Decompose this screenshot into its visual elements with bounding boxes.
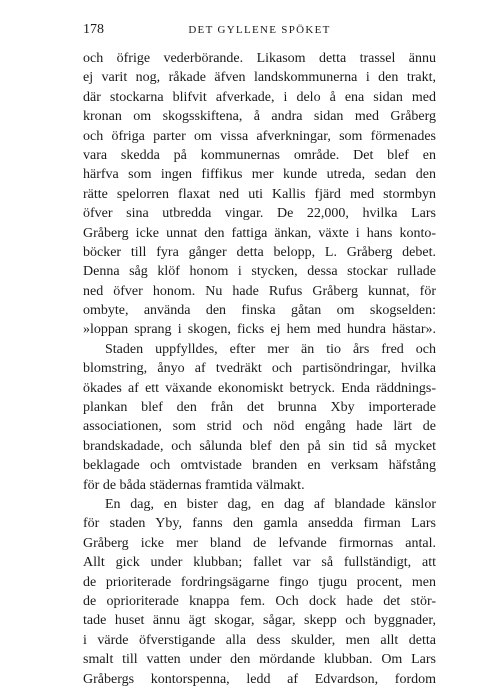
text-line: kronan om skogsskiftena, å andra sidan med Gråberg (83, 109, 436, 125)
text-line: rätte spelorren flaxat ned uti Kallis fjärd med stormbyn (83, 186, 436, 202)
text-line: Denna såg klöf honom i stycken, dessa stockar rullade (83, 264, 436, 280)
text-line: beklagade och omtvistade branden en verksam häfstång (83, 458, 436, 474)
text-line: associationen, som strid och nöd engång hade lärt de (83, 419, 436, 435)
page-number: 178 (83, 22, 104, 37)
text-line: ej varit nog, råkade äfven landskommunerna i den trakt, (83, 70, 436, 86)
text-line: Gråbergs kontorspenna, ledd af Edvardson, fordom (83, 671, 436, 687)
text-line: plankan blef den från det brunna Xby importerade (83, 400, 436, 416)
text-line: vara skedda på kommunernas område. Det blef en (83, 147, 436, 163)
text-line: »loppan sprang i skogen, ficks ej hem med hundra hästar». (83, 322, 436, 338)
text-line: En dag, en bister dag, en dag af blandade känslor (105, 496, 436, 512)
running-title: DET GYLLENE SPÖKET (188, 24, 331, 36)
text-line: Gråberg icke mer bland de lefvande firmornas antal. (83, 535, 436, 551)
text-line: ombyte, använda den finska gåtan om skogselden: (83, 303, 436, 319)
text-line: brandskadade, och sålunda blef den på sin tid så mycket (83, 438, 436, 454)
text-line: ökades af ett växande ekonomiskt betryck. Enda räddnings- (83, 380, 436, 396)
text-line: smalt till vatten under den mördande klubban. Om Lars (83, 652, 436, 668)
text-line: där stockarna blifvit afverkade, i delo å ena sidan med (83, 89, 436, 105)
text-line: härfva som ingen fiffikus mer kunde utreda, sedan den (83, 167, 436, 183)
text-line: de oprioriterade knappa fem. Och dock hade det stör- (83, 593, 436, 609)
body-text (83, 49, 436, 689)
text-line: öfver sina utbredda vingar. De 22,000, hvilka Lars (83, 206, 436, 222)
text-line: de prioriterade fordringsägarne fingo tjugu procent, men (83, 574, 436, 590)
text-line: för de båda städernas framtida välmakt. (83, 477, 305, 493)
book-page (83, 20, 436, 689)
text-line: Allt gick under klubban; fallet var så fullständigt, att (83, 555, 436, 571)
text-line: blomstring, ånyo af tvedräkt och partisöndringar, hvilka (83, 361, 436, 377)
text-line: böcker till fyra gånger detta belopp, L. Gråberg debet. (83, 244, 436, 260)
text-line: och öfrige vederbörande. Likasom detta trassel ännu (83, 51, 436, 66)
text-line: tade huset ännu ägt skogar, sågar, skepp och byggnader, (83, 613, 436, 629)
text-line: ned öfver honom. Nu hade Rufus Gråberg kunnat, för (83, 283, 436, 299)
text-line: och öfriga parter om vissa afverkningar, som förmenades (83, 128, 436, 144)
text-line: för staden Yby, fanns den gamla ansedda firman Lars (83, 516, 436, 532)
text-line: i värde öfverstigande alla dess skulder, men allt detta (83, 632, 436, 648)
text-line: Gråberg icke unnat den fattiga änkan, växte i hans konto- (83, 225, 436, 241)
text-line: Staden uppfylldes, efter mer än tio års fred och (105, 341, 436, 357)
page-header (83, 20, 436, 40)
